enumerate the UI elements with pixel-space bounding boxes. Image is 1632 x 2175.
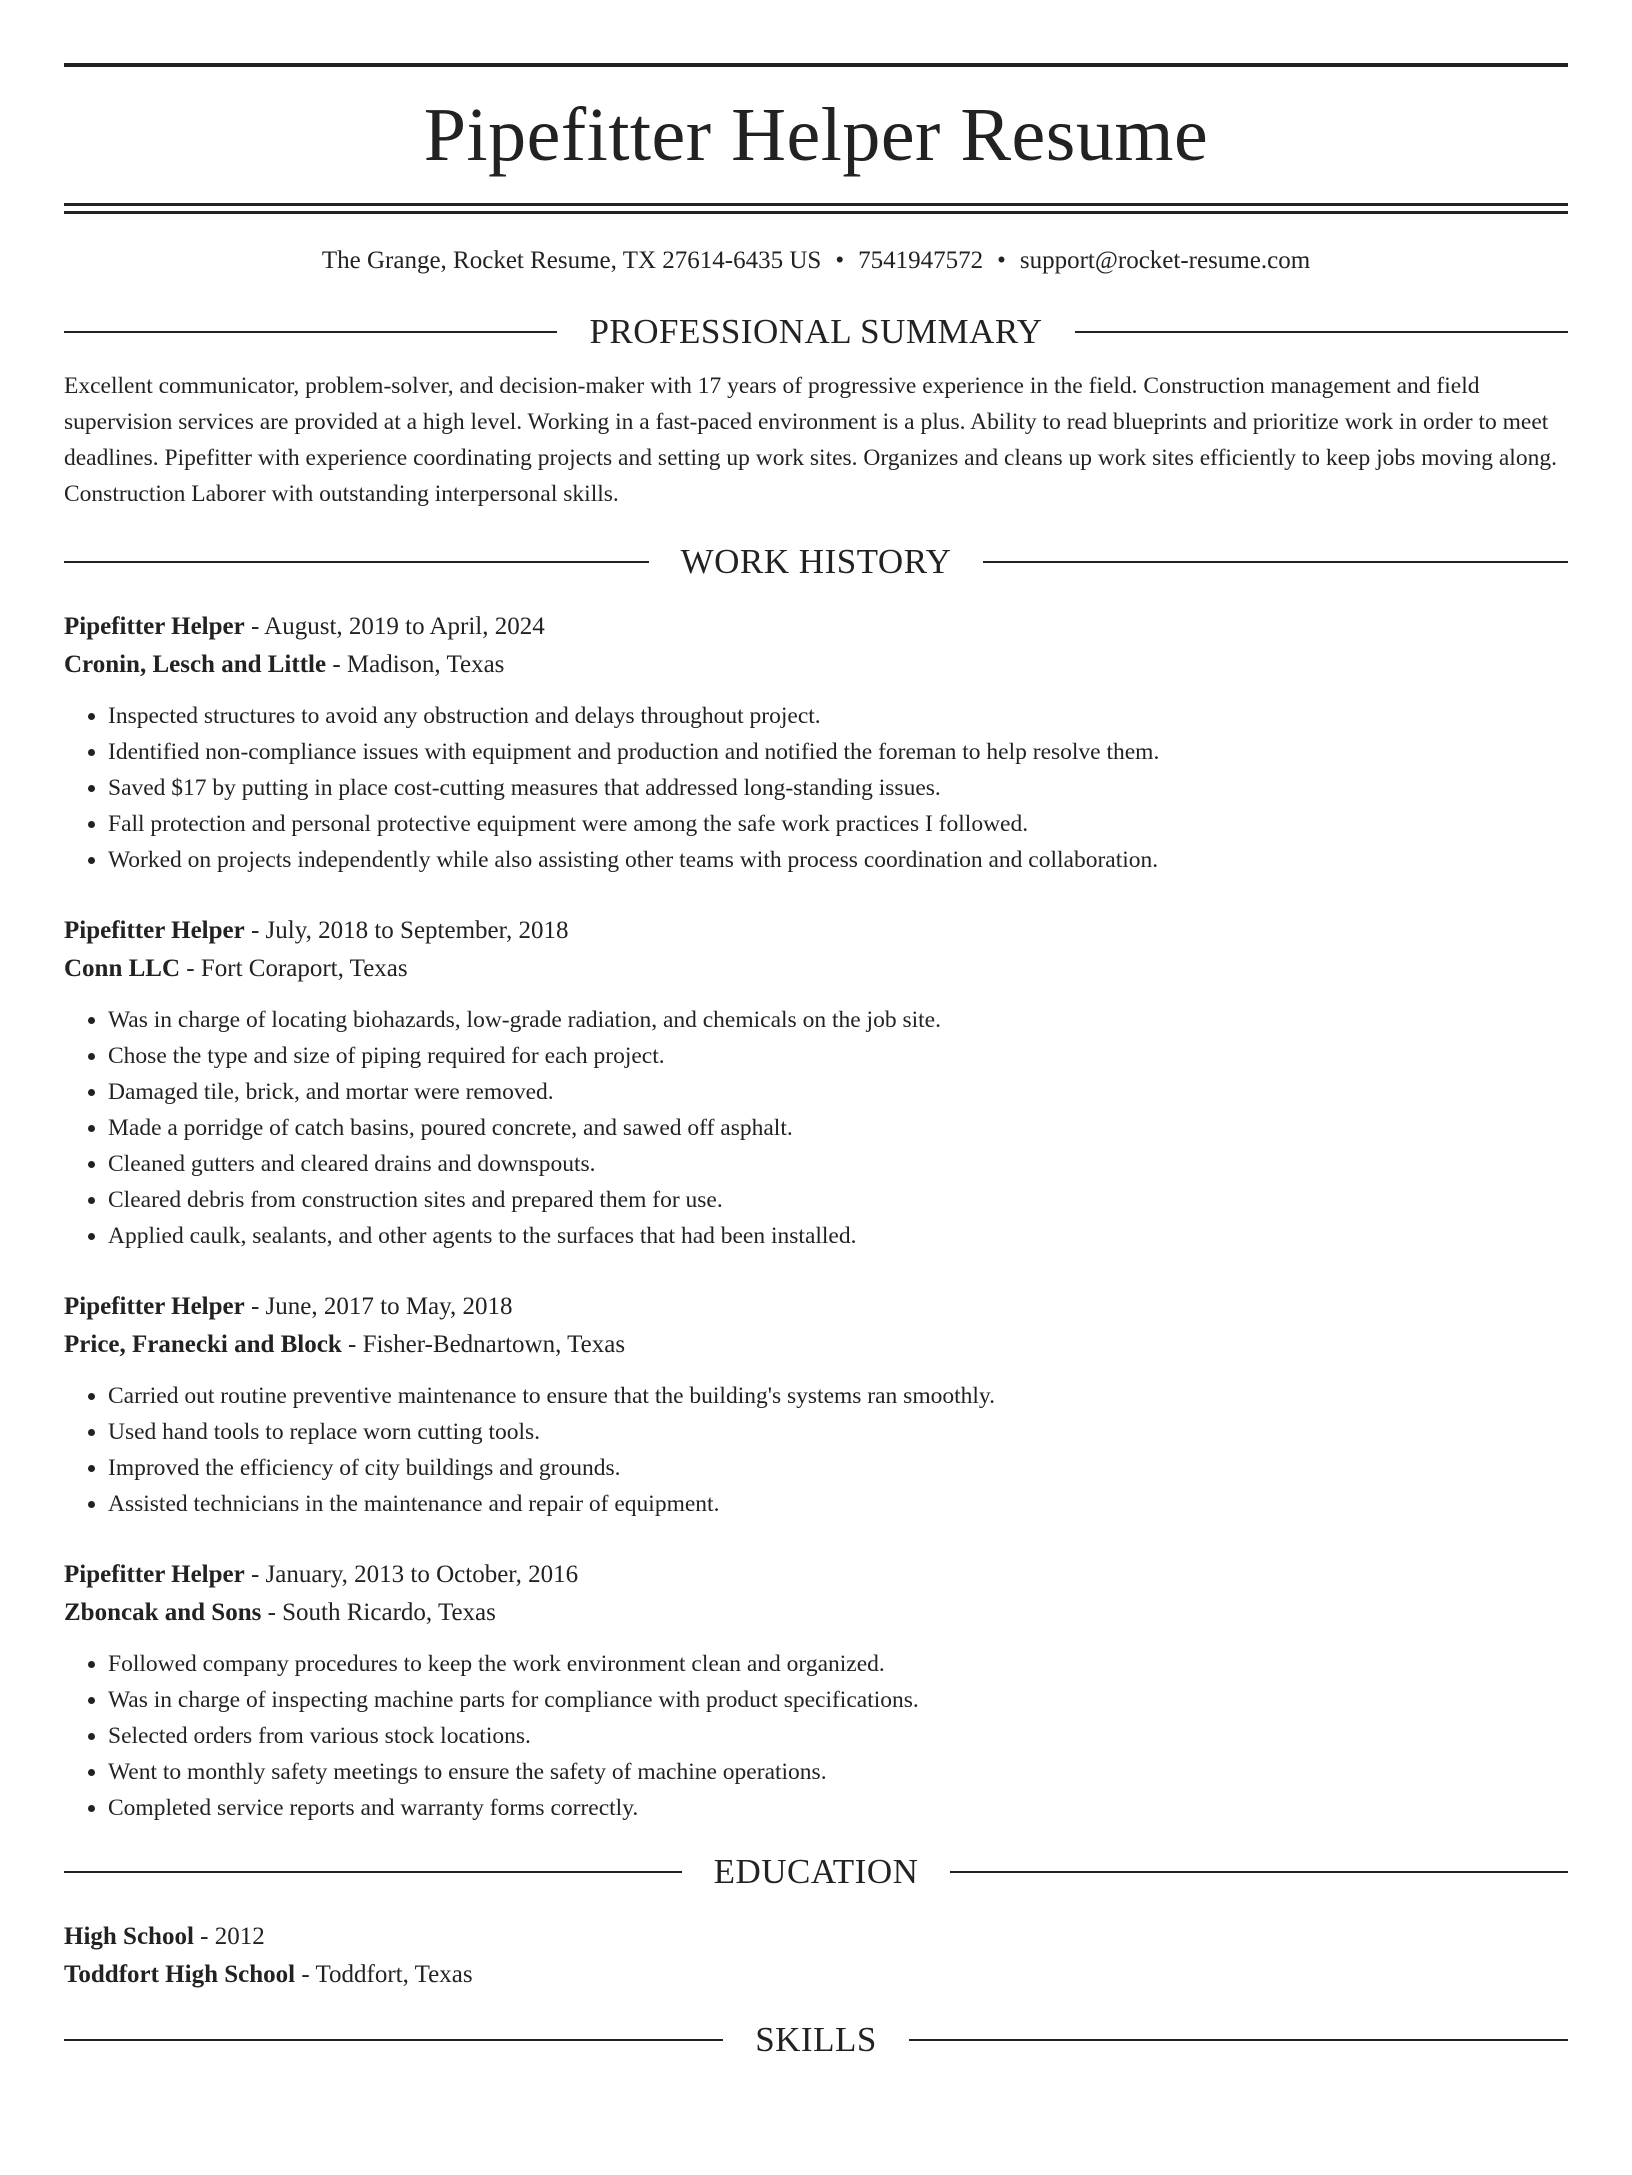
job-title-line xyxy=(64,912,1568,950)
list-item: • Assisted technicians in the maintenance and repair of equipment. xyxy=(108,1486,1568,1522)
section-header-education xyxy=(64,1852,1568,1892)
job-entry xyxy=(64,912,1568,1254)
job-company: Price, Franecki and Block xyxy=(64,1331,342,1358)
job-location: - Fort Coraport, Texas xyxy=(180,955,408,982)
section-rule xyxy=(950,1871,1568,1873)
section-rule xyxy=(909,2039,1568,2041)
list-item: • Identified non-compliance issues with equipment and production and notified the foreman to help resolve them. xyxy=(108,734,1568,770)
double-rule xyxy=(64,203,1568,214)
job-entry xyxy=(64,1288,1568,1522)
education-degree-line xyxy=(64,1918,1568,1956)
list-item: • Followed company procedures to keep the work environment clean and organized. xyxy=(108,1646,1568,1682)
section-rule xyxy=(1075,331,1568,333)
job-company-line xyxy=(64,646,1568,684)
resume-page xyxy=(0,63,1632,2175)
list-item: • Damaged tile, brick, and mortar were removed. xyxy=(108,1074,1568,1110)
job-location: - South Ricardo, Texas xyxy=(261,1599,496,1626)
job-company-line xyxy=(64,1326,1568,1364)
list-item: • Completed service reports and warranty forms correctly. xyxy=(108,1790,1568,1826)
list-item: • Went to monthly safety meetings to ensure the safety of machine operations. xyxy=(108,1754,1568,1790)
job-dates: - August, 2019 to April, 2024 xyxy=(244,613,545,640)
top-rule xyxy=(64,63,1568,67)
contact-separator: • xyxy=(997,247,1006,274)
education-entry xyxy=(64,1918,1568,1994)
job-company: Zboncak and Sons xyxy=(64,1599,262,1626)
education-school: Toddfort High School xyxy=(64,1961,296,1988)
list-item: • Worked on projects independently while also assisting other teams with process coordination and collaboration. xyxy=(108,842,1568,878)
job-title: Pipefitter Helper xyxy=(64,917,245,944)
list-item: • Was in charge of inspecting machine parts for compliance with product specifications. xyxy=(108,1682,1568,1718)
list-item: • Made a porridge of catch basins, poured concrete, and sawed off asphalt. xyxy=(108,1110,1568,1146)
job-entry xyxy=(64,608,1568,878)
list-item: • Cleaned gutters and cleared drains and downspouts. xyxy=(108,1146,1568,1182)
job-title-line xyxy=(64,1288,1568,1326)
section-title: PROFESSIONAL SUMMARY xyxy=(589,312,1043,351)
list-item: • Used hand tools to replace worn cutting tools. xyxy=(108,1414,1568,1450)
section-rule xyxy=(983,561,1568,563)
education-year: - 2012 xyxy=(193,1923,265,1950)
section-header-work xyxy=(64,542,1568,582)
list-item: • Inspected structures to avoid any obstruction and delays throughout project. xyxy=(108,698,1568,734)
section-rule xyxy=(64,2039,723,2041)
section-title: EDUCATION xyxy=(713,1852,919,1891)
job-bullets xyxy=(64,1002,1568,1254)
job-company-line xyxy=(64,950,1568,988)
contact-phone: 7541947572 xyxy=(858,247,984,274)
job-company-line xyxy=(64,1594,1568,1632)
contact-separator: • xyxy=(835,247,845,274)
list-item: • Carried out routine preventive maintenance to ensure that the building's systems ran smoothly. xyxy=(108,1378,1568,1414)
contact-line xyxy=(64,246,1568,276)
job-company: Conn LLC xyxy=(64,955,181,982)
work-history xyxy=(64,608,1568,1826)
job-title: Pipefitter Helper xyxy=(64,613,245,640)
education-location: - Toddfort, Texas xyxy=(295,1961,473,1988)
job-bullets xyxy=(64,1378,1568,1522)
job-title-line xyxy=(64,608,1568,646)
section-rule xyxy=(64,331,557,333)
list-item: • Fall protection and personal protective equipment were among the safe work practices I followed. xyxy=(108,806,1568,842)
job-dates: - January, 2013 to October, 2016 xyxy=(244,1561,579,1588)
section-header-summary xyxy=(64,312,1568,352)
contact-email: support@rocket-resume.com xyxy=(1019,247,1311,274)
section-rule xyxy=(64,1871,682,1873)
job-bullets xyxy=(64,698,1568,878)
job-dates: - July, 2018 to September, 2018 xyxy=(244,917,569,944)
job-title: Pipefitter Helper xyxy=(64,1293,245,1320)
education-degree: High School xyxy=(64,1923,194,1950)
list-item: • Improved the efficiency of city buildings and grounds. xyxy=(108,1450,1568,1486)
section-header-skills xyxy=(64,2020,1568,2060)
section-title: WORK HISTORY xyxy=(680,542,952,581)
summary-text: Excellent communicator, problem-solver, and decision-maker with 17 years of progressive experience in the field. Construction management and field supervision services are provided at a high level. Working in a fast-paced environment is a plus. Ability to read blueprints and prioritize work in order to meet deadlines. Pipefitter with experience coordinating projects and setting up work sites. Organizes and cleans up work sites efficiently to keep jobs moving along. Construction Laborer with outstanding interpersonal skills. xyxy=(64,373,1557,507)
job-title-line xyxy=(64,1556,1568,1594)
resume-title: Pipefitter Helper Resume xyxy=(423,93,1209,177)
job-location: - Madison, Texas xyxy=(326,651,505,678)
job-entry xyxy=(64,1556,1568,1826)
education-school-line xyxy=(64,1956,1568,1994)
job-location: - Fisher-Bednartown, Texas xyxy=(341,1331,626,1358)
job-title: Pipefitter Helper xyxy=(64,1561,245,1588)
section-title: SKILLS xyxy=(755,2020,877,2059)
contact-address: The Grange, Rocket Resume, TX 27614-6435 US xyxy=(321,247,822,274)
list-item: • Applied caulk, sealants, and other agents to the surfaces that had been installed. xyxy=(108,1218,1568,1254)
list-item: • Saved $17 by putting in place cost-cutting measures that addressed long-standing issues. xyxy=(108,770,1568,806)
job-company: Cronin, Lesch and Little xyxy=(64,651,327,678)
section-rule xyxy=(64,561,649,563)
list-item: • Chose the type and size of piping required for each project. xyxy=(108,1038,1568,1074)
job-dates: - June, 2017 to May, 2018 xyxy=(244,1293,513,1320)
list-item: • Was in charge of locating biohazards, low-grade radiation, and chemicals on the job site. xyxy=(108,1002,1568,1038)
list-item: • Selected orders from various stock locations. xyxy=(108,1718,1568,1754)
list-item: • Cleared debris from construction sites and prepared them for use. xyxy=(108,1182,1568,1218)
job-bullets xyxy=(64,1646,1568,1826)
